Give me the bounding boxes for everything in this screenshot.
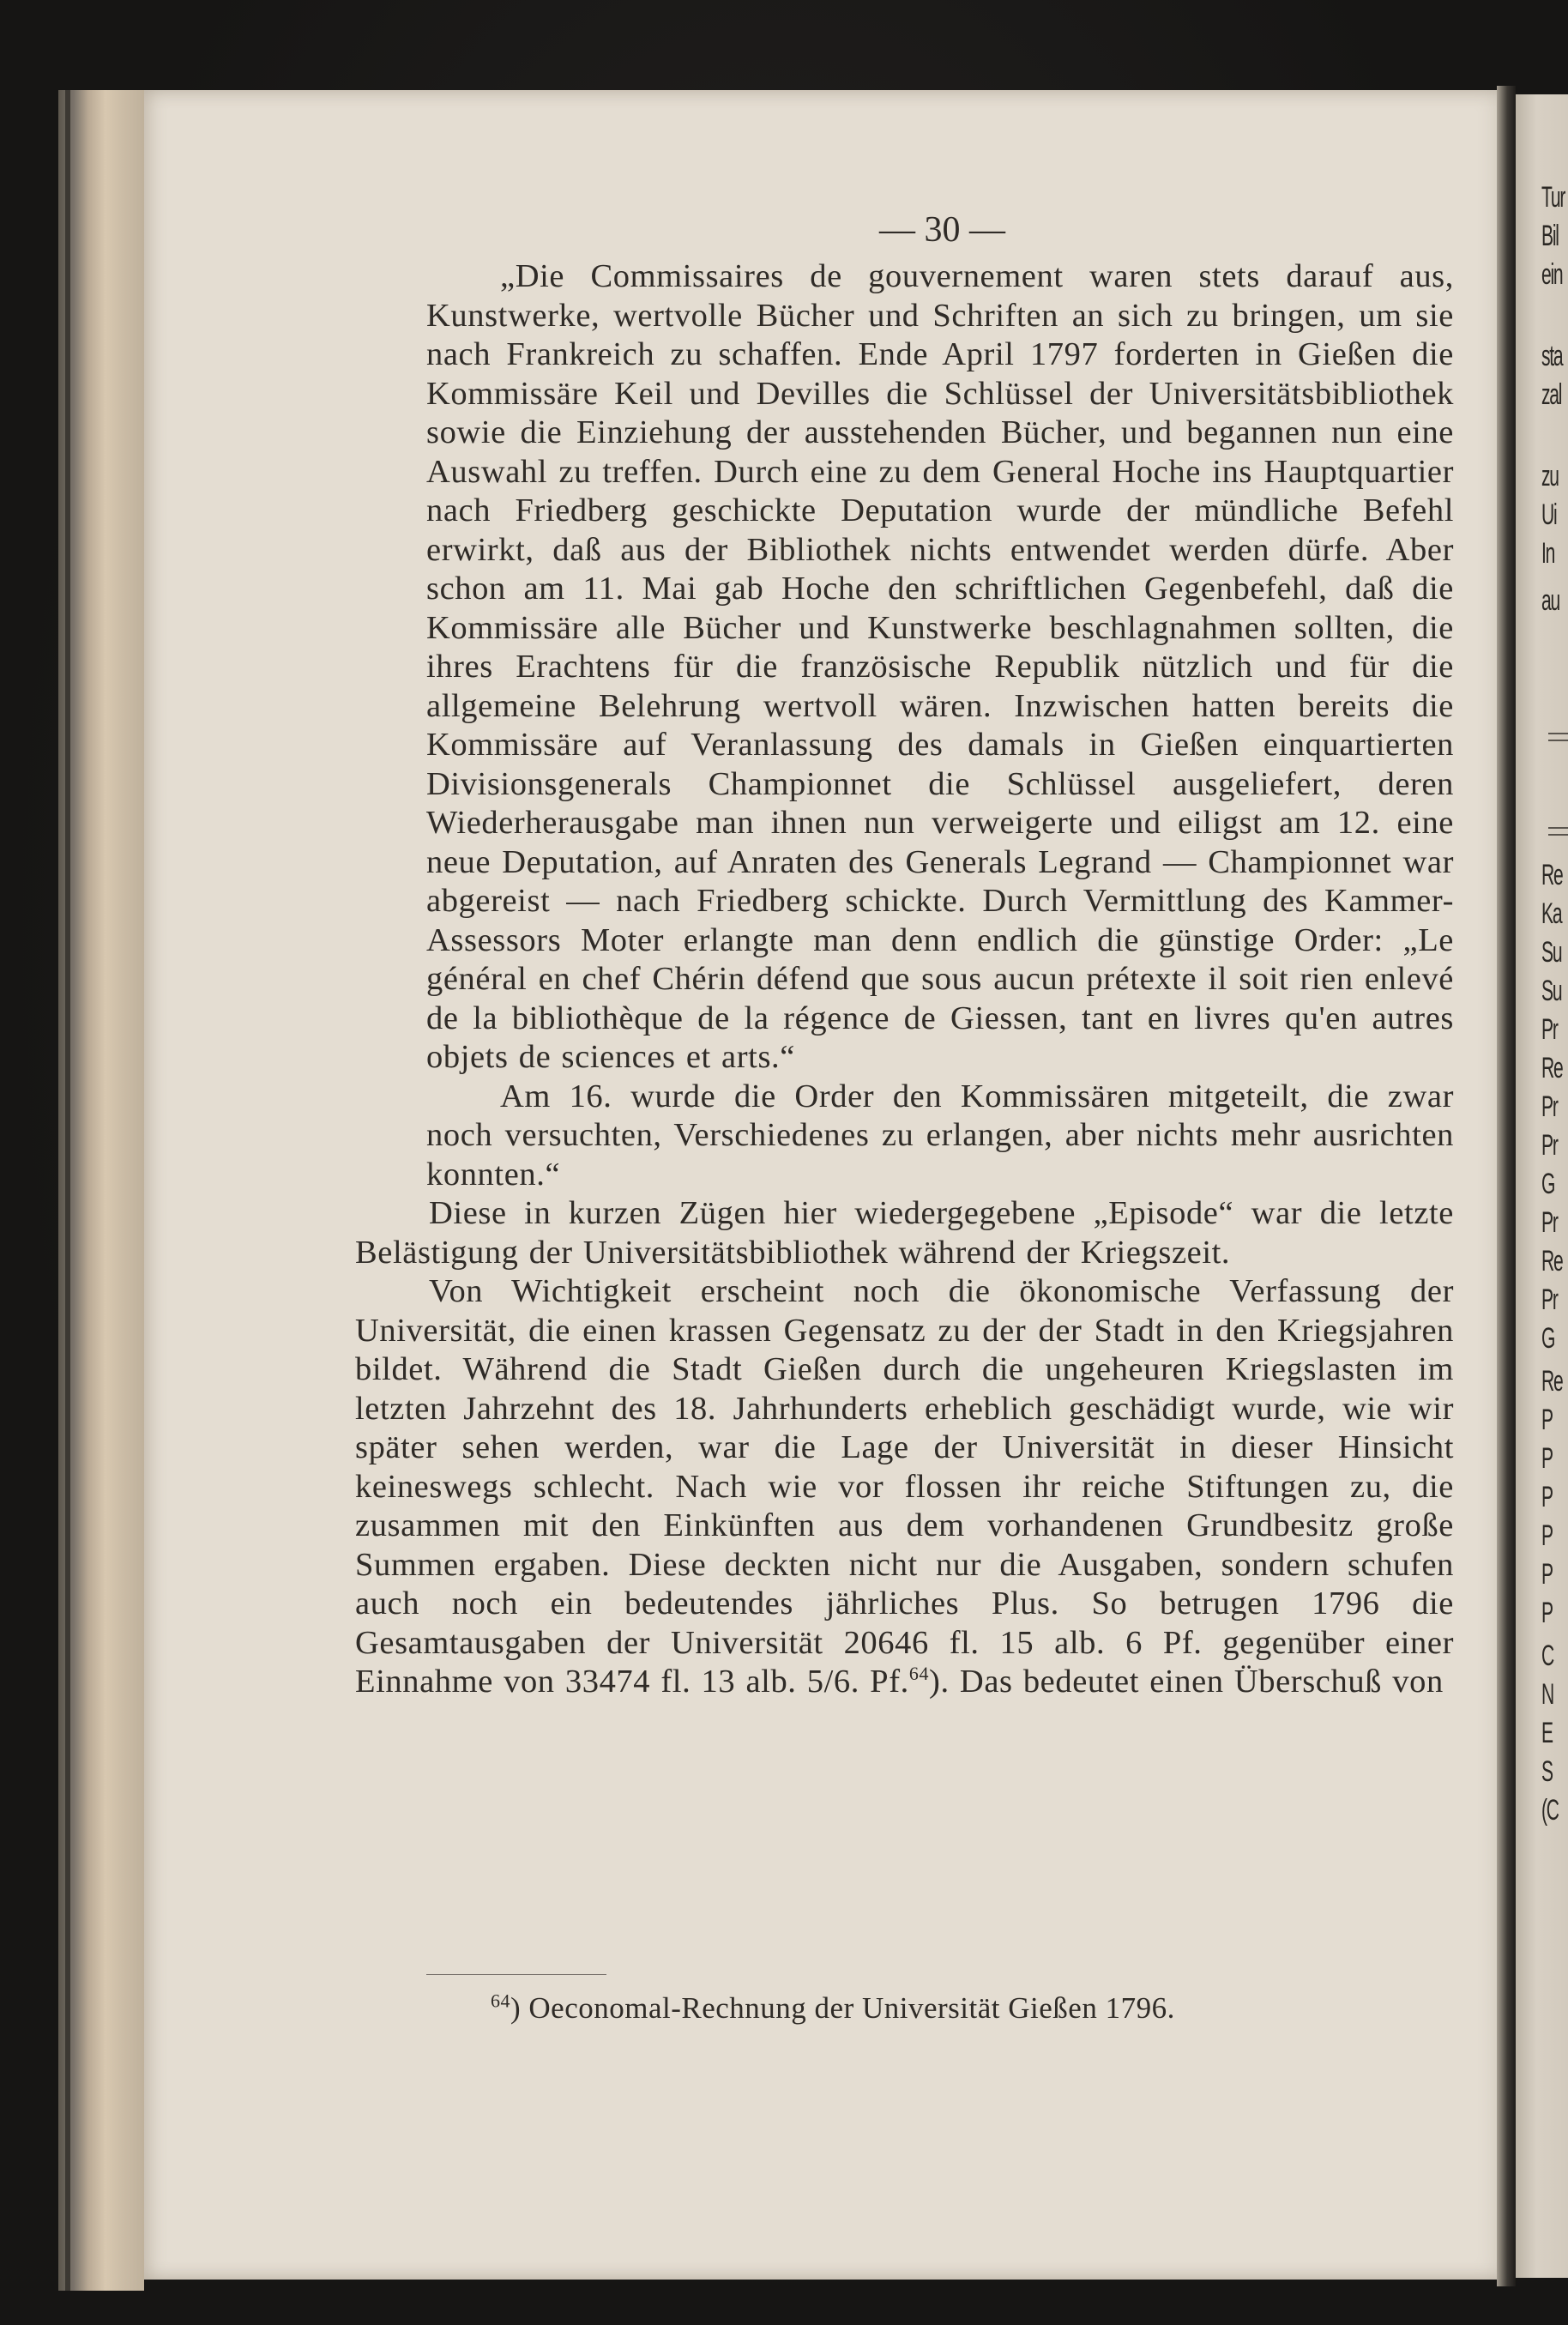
adjacent-page-rule [1548,740,1568,741]
adjacent-page-fragment: Re [1541,1052,1563,1084]
adjacent-page-fragment: Re [1541,1245,1563,1277]
adjacent-page-fragment: N [1541,1678,1553,1711]
body-text [355,257,1454,1702]
paragraph-economy-tail: ). Das bedeutet einen Überschuß von [929,1664,1444,1700]
adjacent-page-fragment: P [1541,1442,1553,1475]
adjacent-page-rule [1548,827,1568,829]
adjacent-page-fragment: In [1541,537,1555,570]
footnote-text: ) Oeconomal-Rechnung der Universität Gießen 1796. [510,1991,1175,2025]
adjacent-page-fragment: Ka [1541,897,1562,930]
footnote-reference[interactable]: 64 [908,1663,930,1685]
book-edge [58,90,144,2291]
paragraph-commissaires: „Die Commissaires de gouvernement waren stets darauf aus, Kunstwerke, wertvolle Bücher und Schriften an sich zu bringen, um sie nach Frankreich zu schaffen. Ende April 1797 forderten in Gießen die Kommissäre Keil und Devilles die Schlüssel der Universitätsbibliothek sowie die Einziehung der ausstehenden Bücher, und begannen nun eine Auswahl zu treffen. Durch eine zu dem General Hoche ins Hauptquartier nach Friedberg geschickte Deputation wurde der mündliche Befehl erwirkt, daß aus der Bibliothek nichts entwendet werden dürfe. Aber schon am 11. Mai gab Hoche den schriftlichen Gegenbefehl, daß die Kommissäre alle Bücher und Kunstwerke beschlagnahmen sollten, die ihres Erachtens für die französische Republik nützlich und für die allgemeine Belehrung wertvoll wären. Inzwischen hatten bereits die Kommissäre auf Veranlassung des damals in Gießen einquartierten Divisionsgenerals Championnet die Schlüssel ausgeliefert, deren Wiederherausgabe man ihnen nun verweigerte und eiligst am 12. eine neue Deputation, auf Anraten des Generals Legrand — Championnet war abgereist — nach Friedberg schickte. Durch Vermittlung des Kammer-Assessors Moter erlangte man denn endlich die günstige Order: „Le général en chef Chérin défend que sous aucun prétexte il soit rien enlevé de la bibliothèque de la régence de Giessen, tant en livres qu'en autres objets de sciences et arts.“ [426,258,1454,1075]
adjacent-page-fragment: P [1541,1597,1553,1629]
adjacent-page-fragment: E [1541,1717,1553,1749]
adjacent-page-fragment: Pr [1541,1283,1558,1316]
footnote-number: 64 [491,1990,510,2012]
footnote-separator [426,1974,606,1975]
adjacent-page-strip [1516,94,1568,2278]
adjacent-page-fragment: sta [1541,340,1563,372]
adjacent-page-fragment: Re [1541,1365,1563,1398]
adjacent-page-fragment: Pr [1541,1206,1558,1239]
book-gutter [1497,86,1516,2286]
adjacent-page-fragment: G [1541,1168,1555,1200]
adjacent-page-fragment: C [1541,1640,1553,1672]
page-number: — 30 — [879,210,1005,250]
adjacent-page-fragment: P [1541,1481,1553,1513]
paragraph-order: Am 16. wurde die Order den Kommissären mitgeteilt, die zwar noch versuchten, Verschiedenes zu erlangen, aber nichts mehr ausrichten konnten.“ [426,1078,1454,1193]
adjacent-page-fragment: P [1541,1519,1553,1552]
adjacent-page-fragment: G [1541,1322,1555,1355]
book-edge-shadow [65,90,70,2291]
adjacent-page-fragment: S [1541,1755,1553,1788]
adjacent-page-fragment: Pr [1541,1013,1558,1046]
adjacent-page-fragment: Su [1541,975,1562,1007]
adjacent-page-fragment: zal [1541,378,1562,411]
adjacent-page-fragment: Pr [1541,1090,1558,1123]
adjacent-page-fragment: (C [1541,1794,1559,1827]
adjacent-page-fragment: Tur [1541,181,1565,214]
adjacent-page-fragment: Su [1541,936,1562,969]
adjacent-page-rule [1548,733,1568,734]
adjacent-page-rule [1548,834,1568,836]
paragraph-economy [355,1272,1454,1702]
adjacent-page-fragment: Ui [1541,498,1557,531]
adjacent-page-fragment: P [1541,1404,1553,1436]
adjacent-page-fragment: ein [1541,258,1563,291]
adjacent-page-fragment: Re [1541,859,1563,891]
adjacent-page-fragment: zu [1541,460,1559,492]
paragraph-episode: Diese in kurzen Zügen hier wiedergegebene „Episode“ war die letzte Belästigung der Universitätsbibliothek während der Kriegszeit. [355,1195,1454,1271]
adjacent-page-fragment: P [1541,1558,1553,1591]
paragraph-economy-text: Von Wichtigkeit erscheint noch die ökonomische Verfassung der Universität, die einen krassen Gegensatz zu der der Stadt in den Kriegsjahren bildet. Während die Stadt Gießen durch die ungeheuren Kriegslasten im letzten Jahrzehnt des 18. Jahrhunderts erheblich geschädigt wurde, wie wir später sehen werden, war die Lage der Universität in dieser Hinsicht keineswegs schlecht. Nach wie vor flossen ihr reiche Stiftungen zu, die zusammen mit den Einkünften aus dem vorhandenen Grundbesitz große Summen ergaben. Diese deckten nicht nur die Ausgaben, sondern schufen auch noch ein bedeutendes jährliches Plus. So betrugen 1796 die Gesamtausgaben der Universität 20646 fl. 15 alb. 6 Pf. gegenüber einer Einnahme von 33474 fl. 13 alb. 5/6. Pf. [355,1273,1454,1700]
footnote [491,1990,1175,2026]
adjacent-page-fragment: Pr [1541,1129,1558,1162]
adjacent-page-fragment: Bil [1541,220,1559,252]
adjacent-page-fragment: au [1541,584,1559,617]
